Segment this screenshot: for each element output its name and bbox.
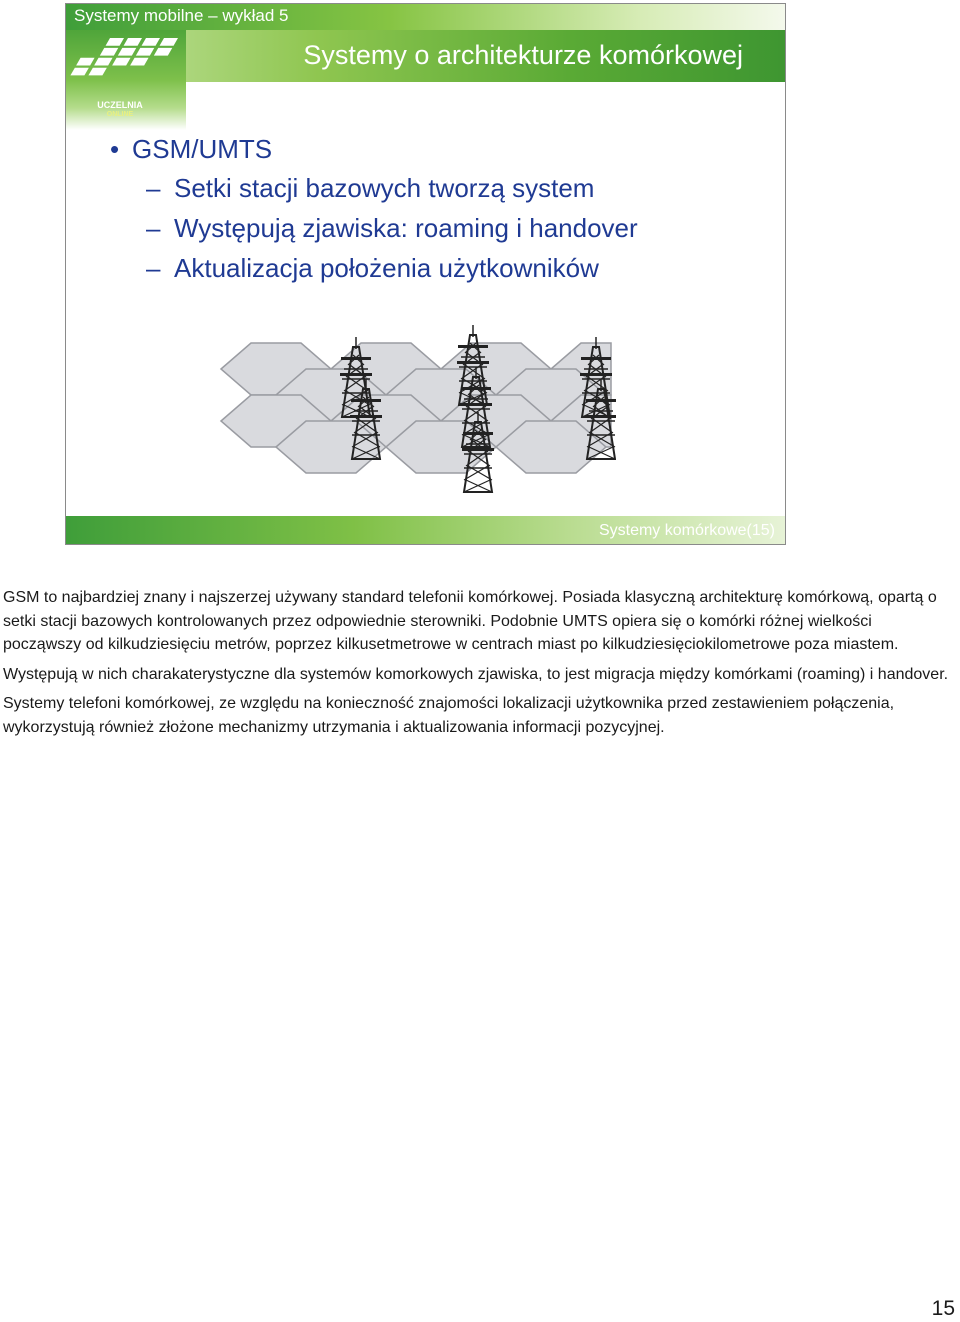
cellular-network-diagram: [216, 309, 616, 499]
bullet-main-text: GSM/UMTS: [132, 134, 273, 164]
sub-bullet-text: Aktualizacja położenia użytkowników: [174, 253, 599, 283]
logo-line-2: ONLINE: [106, 111, 134, 118]
bullet-main: • GSM/UMTS: [110, 134, 273, 164]
notes-paragraph: Występują w nich charakaterystyczne dla systemów komorkowych zjawiska, to jest migracja między komórkami (roaming) i handover.: [3, 665, 949, 683]
slide-footer-label: Systemy komórkowe(15): [598, 522, 775, 539]
logo-text: [88, 100, 152, 120]
page-number: 15: [931, 1297, 955, 1320]
sub-bullet: – Aktualizacja położenia użytkowników: [146, 253, 599, 283]
bullet-list: [110, 134, 638, 293]
slide: [65, 3, 786, 545]
logo-line-1: UCZELNIA: [97, 100, 143, 110]
sub-bullet: – Setki stacji bazowych tworzą system: [146, 173, 595, 203]
logo-panel: [66, 30, 186, 130]
course-title: Systemy mobilne – wykład 5: [74, 6, 289, 25]
notes-paragraph: GSM to najbardziej znany i najszerzej używany standard telefonii komórkowej. Posiada klasyczną architekturę komórkową, opartą o setki stacji bazowych kontrolowanych przez odpowiednie sterowniki. Podobnie UMTS opiera się o komórki różnej wielkości począwszy od kilkudziesięciu metrów, poprzez kilkusetmetrowe w centrach miast po kilkudziesięciokilometrowe poza miastem.: [3, 589, 937, 653]
sub-bullet-text: Występują zjawiska: roaming i handover: [174, 213, 638, 243]
notes-paragraph: Systemy telefoni komórkowej, ze względu na konieczność znajomości lokalizacji użytkownika przed zestawieniem połączenia, wykorzystują również złożone mechanizmy utrzymania i aktualizowania informacji pozycyjnej.: [3, 695, 895, 736]
uczelnia-logo-icon: [66, 30, 186, 100]
slide-title: Systemy o architekturze komórkowej: [303, 40, 743, 70]
sub-bullet-text: Setki stacji bazowych tworzą system: [174, 173, 595, 203]
sub-bullet: – Występują zjawiska: roaming i handover: [146, 213, 638, 243]
lecture-notes: [3, 586, 953, 745]
